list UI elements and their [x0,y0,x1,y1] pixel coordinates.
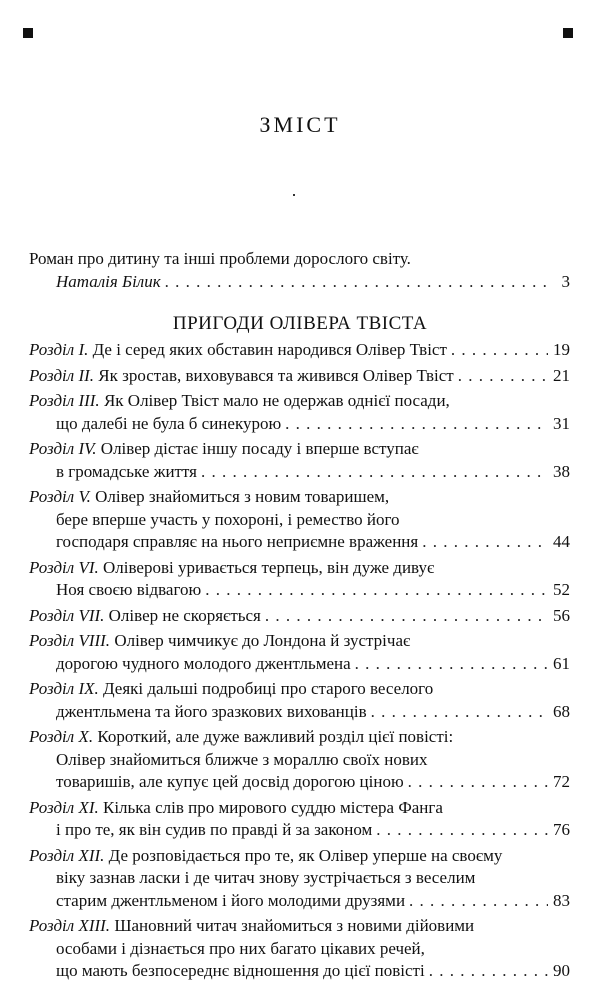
chapter-entry [29,557,570,602]
dot-leader [451,339,548,362]
page-title: ЗМІСТ [259,112,341,137]
chapter-entry [29,726,570,794]
chapter-line [56,413,281,436]
intro-title: Роман про дитину та інші проблеми дорослого світу. [29,249,411,268]
chapter-line-text: Де і серед яких обставин народився Олівер Твіст [92,340,447,359]
dot-leader [429,960,548,983]
chapter-line [56,701,367,724]
dot-leader [422,531,548,554]
chapter-page-number: 90 [553,961,570,980]
chapter-line [29,365,454,388]
chapter-label: Розділ XII. [29,845,105,865]
chapter-page-number: 19 [553,340,570,359]
chapter-line-text: Короткий, але дуже важливий розділ цієї повісті: [97,727,454,746]
chapter-line [29,726,453,749]
chapter-label: Розділ X. [29,727,94,746]
chapter-page-number: 52 [553,580,570,599]
chapter-line [29,390,450,413]
chapter-line-text: товаришів, але купує цей досвід дорогою ціною [56,772,404,791]
chapter-page-number: 38 [553,461,570,481]
dot-leader [371,701,548,724]
chapter-line [29,630,410,653]
section-heading: ПРИГОДИ ОЛІВЕРА ТВІСТА [172,313,428,334]
chapter-line-text: Кілька слів про мирового суддю містера Фанга [103,797,443,817]
chapter-line-text: Олівер не скоряється [108,605,261,625]
chapter-page-number: 76 [553,820,570,839]
chapter-line-text: старим джентльменом і його молодими друзями [56,890,406,910]
chapter-line [56,653,351,676]
dot-leader [265,605,548,628]
chapter-line [56,771,404,794]
dot-leader [285,413,548,436]
chapter-label: Розділ IV. [29,439,97,458]
chapter-line [56,867,475,890]
intro-author: Наталія Білик [56,271,161,291]
chapter-label: Розділ XIII. [29,916,111,935]
chapter-line-text: Як Олівер Твіст мало не одержав однієї посади, [103,391,450,410]
chapter-entry [29,390,570,435]
chapter-label: Розділ III. [29,391,100,410]
chapter-line [56,509,400,532]
chapter-page-number: 44 [553,532,570,551]
chapter-line [56,461,197,484]
dot-leader [355,653,548,676]
decorative-dot [293,194,295,196]
dot-leader [201,461,548,484]
chapter-line [56,938,425,961]
chapter-line-text: і про те, як він судив по правді й за законом [56,820,373,839]
chapter-line-text: Олівер знайомиться ближче з мораллю своїх нових [56,749,428,769]
chapter-line [56,890,405,913]
chapter-page-number: 68 [553,701,570,721]
chapter-page-number: 72 [553,772,570,791]
chapter-line [29,486,389,509]
chapter-line-text: Олівер чимчикує до Лондона й зустрічає [114,631,411,650]
chapter-line-text: Оліверові уривається терпець, він дуже дивує [103,557,435,577]
chapter-line [29,605,261,628]
dot-leader [205,579,548,602]
chapter-line [56,749,427,772]
chapter-label: Розділ V. [29,487,91,506]
chapter-entry [29,339,570,362]
chapter-label: Розділ II. [29,365,95,385]
chapter-line [29,797,443,820]
intro-page-number: 3 [561,271,570,291]
chapter-label: Розділ I. [29,340,89,359]
dot-leader [408,771,548,794]
chapter-line-text: віку зазнав ласки і де читач знову зустрічається з веселим [56,868,476,887]
chapter-page-number: 83 [553,890,570,910]
dot-leader [458,365,548,388]
chapter-line [56,579,201,602]
chapter-line [29,845,502,868]
chapter-entry [29,797,570,842]
chapter-page-number: 31 [553,413,570,433]
chapter-line-text: особами і дізнається про них багато цікавих речей, [56,938,425,958]
dot-leader [165,271,548,294]
dot-leader [376,819,548,842]
chapter-entry [29,486,570,554]
chapter-line-text: що далебі не була б синекурою [56,413,282,433]
intro-entry [29,248,570,293]
chapter-entry [29,365,570,388]
chapter-line-text: джентльмена та його зразкових вихованців [56,701,367,721]
chapter-label: Розділ IX. [29,679,99,698]
chapter-label: Розділ VI. [29,557,99,577]
chapter-entry [29,845,570,913]
chapter-label: Розділ XI. [29,797,99,817]
chapter-line [29,339,447,362]
chapter-line [56,960,425,983]
chapter-entry [29,915,570,983]
chapter-line-text: Олівер дістає іншу посаду і вперше вступає [100,439,419,458]
chapter-label: Розділ VIII. [29,631,111,650]
chapter-line-text: дорогою чудного молодого джентльмена [56,653,351,673]
chapter-label: Розділ VII. [29,605,105,625]
chapter-line [29,678,433,701]
chapter-entry [29,630,570,675]
chapter-line [56,531,418,554]
chapter-line-text: Як зростав, виховувався та живився Олівер Твіст [98,365,454,385]
chapter-page-number: 56 [553,605,570,625]
chapter-page-number: 21 [553,365,570,385]
chapter-line [29,557,434,580]
chapter-line-text: господаря справляє на нього неприємне враження [56,532,419,551]
chapter-line-text: Ноя своєю відвагою [56,580,202,599]
chapter-line [56,819,372,842]
chapter-entry [29,678,570,723]
chapter-entry [29,438,570,483]
chapter-line-text: Деякі дальші подробиці про старого веселого [103,679,434,698]
chapter-list [29,339,570,986]
corner-mark-right [563,28,573,38]
chapter-line-text: бере вперше участь у похороні, і ремество його [56,509,400,529]
chapter-line-text: Шановний читач знайомиться з новими дійовими [114,916,475,935]
chapter-line-text: Олівер знайомиться з новим товаришем, [95,487,390,506]
chapter-line-text: що мають безпосереднє відношення до цієї повісті [56,961,425,980]
chapter-line [29,438,419,461]
chapter-entry [29,605,570,628]
dot-leader [409,890,548,913]
chapter-line-text: Де розповідається про те, як Олівер уперше на своєму [108,845,503,865]
chapter-line-text: в громадське життя [56,461,197,481]
chapter-page-number: 61 [553,653,570,673]
corner-mark-left [23,28,33,38]
chapter-line [29,915,474,938]
